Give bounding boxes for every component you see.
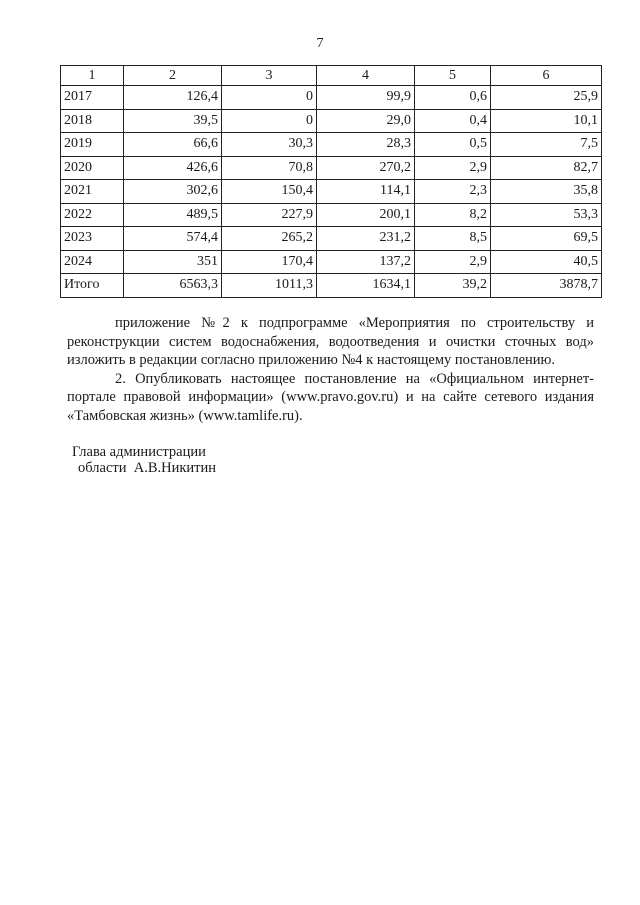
column-header: 5 [415, 66, 491, 86]
value-cell: 426,6 [124, 156, 222, 180]
row-label-cell: 2020 [61, 156, 124, 180]
table-row [61, 203, 602, 227]
value-cell: 53,3 [491, 203, 602, 227]
value-cell: 66,6 [124, 133, 222, 157]
value-cell: 69,5 [491, 227, 602, 251]
value-cell: 351 [124, 250, 222, 274]
value-cell: 1011,3 [222, 274, 317, 298]
value-cell: 8,2 [415, 203, 491, 227]
value-cell: 0,4 [415, 109, 491, 133]
row-label-cell: 2024 [61, 250, 124, 274]
value-cell: 3878,7 [491, 274, 602, 298]
row-label-cell: 2021 [61, 180, 124, 204]
value-cell: 137,2 [317, 250, 415, 274]
value-cell: 2,3 [415, 180, 491, 204]
value-cell: 7,5 [491, 133, 602, 157]
value-cell: 82,7 [491, 156, 602, 180]
column-header: 6 [491, 66, 602, 86]
value-cell: 40,5 [491, 250, 602, 274]
value-cell: 114,1 [317, 180, 415, 204]
table-row [61, 109, 602, 133]
value-cell: 8,5 [415, 227, 491, 251]
value-cell: 29,0 [317, 109, 415, 133]
value-cell: 6563,3 [124, 274, 222, 298]
row-label-cell: 2017 [61, 86, 124, 110]
value-cell: 270,2 [317, 156, 415, 180]
value-cell: 70,8 [222, 156, 317, 180]
value-cell: 25,9 [491, 86, 602, 110]
signature-block [72, 444, 216, 476]
signature-title: Глава администрации [72, 444, 206, 460]
value-cell: 99,9 [317, 86, 415, 110]
table-row [61, 156, 602, 180]
value-cell: 0,5 [415, 133, 491, 157]
value-cell: 0 [222, 86, 317, 110]
row-label-cell: 2019 [61, 133, 124, 157]
table-row [61, 86, 602, 110]
table-body [61, 86, 602, 298]
value-cell: 126,4 [124, 86, 222, 110]
table-row [61, 180, 602, 204]
value-cell: 302,6 [124, 180, 222, 204]
page-number: 7 [316, 36, 324, 51]
value-cell: 2,9 [415, 250, 491, 274]
value-cell: 170,4 [222, 250, 317, 274]
table-row [61, 250, 602, 274]
value-cell: 39,5 [124, 109, 222, 133]
table-row [61, 227, 602, 251]
value-cell: 2,9 [415, 156, 491, 180]
value-cell: 574,4 [124, 227, 222, 251]
value-cell: 39,2 [415, 274, 491, 298]
table-row [61, 274, 602, 298]
row-label-cell: 2022 [61, 203, 124, 227]
value-cell: 1634,1 [317, 274, 415, 298]
value-cell: 200,1 [317, 203, 415, 227]
body-text [67, 314, 594, 425]
value-cell: 30,3 [222, 133, 317, 157]
value-cell: 35,8 [491, 180, 602, 204]
column-header: 2 [124, 66, 222, 86]
row-label-cell: 2018 [61, 109, 124, 133]
value-cell: 227,9 [222, 203, 317, 227]
table-row [61, 133, 602, 157]
value-cell: 489,5 [124, 203, 222, 227]
data-table [60, 65, 602, 298]
paragraph-publish: 2. Опубликовать настоящее постановление на «Официальном интернет-портале правовой информации» (www.pravo.gov.ru) и на сайте сетевого издания «Тамбовская жизнь» (www.tamlife.ru). [67, 370, 594, 424]
value-cell: 231,2 [317, 227, 415, 251]
column-header: 3 [222, 66, 317, 86]
signature-name: области А.В.Никитин [78, 460, 217, 476]
value-cell: 265,2 [222, 227, 317, 251]
value-cell: 10,1 [491, 109, 602, 133]
table-header-row [61, 66, 602, 86]
column-header: 4 [317, 66, 415, 86]
paragraph-appendix: приложение №2 к подпрограмме «Мероприятия по строительству и реконструкции систем водоснабжения, водоотведения и очистки сточных вод» изложить в редакции согласно приложению №4 к настоящему постановлению. [67, 315, 594, 368]
row-label-cell: 2023 [61, 227, 124, 251]
value-cell: 150,4 [222, 180, 317, 204]
row-label-cell: Итого [61, 274, 124, 298]
value-cell: 28,3 [317, 133, 415, 157]
value-cell: 0 [222, 109, 317, 133]
value-cell: 0,6 [415, 86, 491, 110]
column-header: 1 [61, 66, 124, 86]
